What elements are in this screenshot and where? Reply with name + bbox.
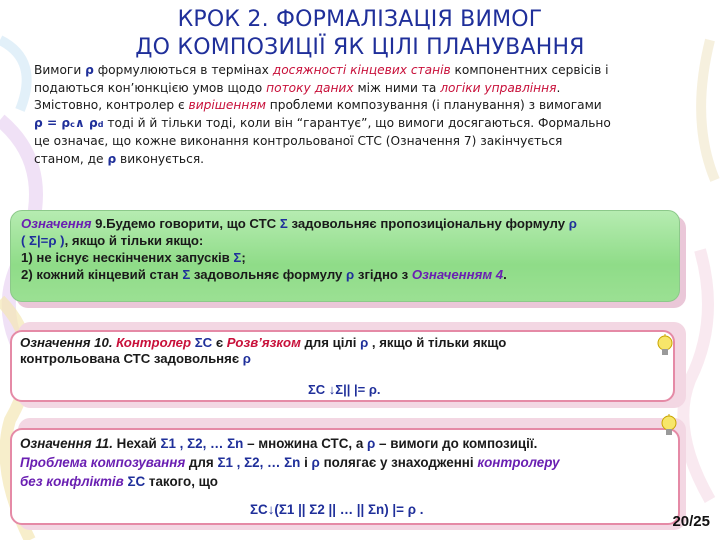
intro-text-segment: проблеми композування (і планування) з вимогами [265, 98, 602, 112]
intro-text-segment: Вимоги [34, 63, 86, 77]
title-line-1: КРОК 2. ФОРМАЛІЗАЦІЯ ВИМОГ [177, 7, 543, 32]
emphasis-reachability: досяжності кінцевих станів [272, 63, 451, 77]
title-line-2: ДО КОМПОЗИЦІЇ ЯК ЦІЛІ ПЛАНУВАННЯ [135, 35, 585, 60]
intro-text-segment: Змістовно, контролер є [34, 98, 189, 112]
definition-text: , якщо й тільки якщо [368, 335, 507, 350]
rho-symbol: ρ [107, 151, 117, 166]
definition-11-line-2 [20, 453, 670, 472]
definition-text: 9.Будемо говорити, що СТС [91, 216, 280, 231]
rho-symbol: ρ [346, 267, 355, 282]
definition-10-line-1 [20, 335, 665, 351]
subscript-d: d [97, 119, 104, 129]
definition-text: контрольована СТС задовольняє [20, 351, 243, 366]
subscript-c: c [70, 119, 75, 129]
definition-10-box [10, 330, 675, 402]
definition-text: – множина СТС, а [243, 436, 368, 451]
lightbulb-icon [656, 334, 674, 360]
definition-10-formula: ΣC ↓Σ|| |= ρ. [308, 382, 381, 397]
definition-text: 1) не існує нескінчених запусків [21, 250, 234, 265]
definition-text: задовольняє формулу [190, 267, 347, 282]
definition-10-line-2 [20, 351, 665, 367]
lightbulb-icon [660, 414, 678, 440]
slide-title [90, 6, 630, 62]
sigma-set: Σ1 , Σ2, … Σn [160, 436, 244, 451]
definition-9-item-1 [21, 249, 669, 266]
emphasis-data-flow: потоку даних [266, 80, 354, 95]
definition-text: такого, що [145, 474, 218, 489]
definition-reference: Означенням 4 [411, 267, 504, 282]
intro-text-segment: . [556, 80, 561, 95]
definition-9-box [10, 210, 680, 302]
rho-symbol: ρ [367, 436, 376, 451]
controller-term: контролеру [477, 455, 560, 470]
formula-rho: ρ = ρ [34, 115, 71, 130]
rho-symbol: ρ [85, 63, 94, 77]
definition-text: полягає у знаходженні [319, 455, 478, 470]
satisfaction-formula: ( Σ|=ρ ) [21, 233, 65, 248]
definition-label: Означення 10. [20, 335, 113, 350]
definition-text: задовольняє пропозиціональну формулу [287, 216, 569, 231]
formula-and: ∧ ρ [74, 115, 98, 130]
definition-11-line-1 [20, 434, 670, 453]
no-conflict-term: без конфліктів [20, 474, 124, 489]
intro-text [34, 62, 614, 168]
sigma-symbol: Σ [233, 250, 242, 265]
definition-11-line-3 [20, 472, 670, 491]
rho-symbol: ρ [568, 216, 577, 231]
intro-text-segment: формулюються в термінах [93, 63, 273, 77]
sigma-c-symbol: ΣC [127, 474, 146, 489]
rho-symbol: ρ [360, 335, 369, 350]
emphasis-control-logic: логіки управління [440, 80, 557, 95]
definition-11-box [10, 428, 680, 525]
definition-text: згідно з [354, 267, 412, 282]
rho-symbol: ρ [242, 351, 251, 366]
definition-text: – вимоги до композиції. [375, 436, 538, 451]
definition-text: і [300, 455, 312, 470]
definition-9-line-2 [21, 232, 669, 249]
definition-text: , якщо й тільки якщо: [64, 233, 204, 248]
definition-9-line-1 [21, 215, 669, 232]
definition-9-item-2 [21, 266, 669, 283]
composition-problem-term: Проблема композування [20, 455, 186, 470]
sigma-symbol: Σ [182, 267, 191, 282]
intro-text-segment: тоді й й тільки тоді, коли він “гарантує”, що вимоги досягаються. Формально це означає, що кожне виконання контрольованої СТС (Означення 7) закінчується станом, де [34, 115, 611, 166]
intro-text-segment: між ними та [353, 80, 441, 95]
definition-11-formula: ΣC↓(Σ1 || Σ2 || … || Σn) |= ρ . [250, 502, 424, 517]
emphasis-solution: вирішенням [188, 98, 266, 112]
definition-text: Нехай [112, 436, 161, 451]
rho-symbol: ρ [311, 455, 320, 470]
sigma-set: Σ1 , Σ2, … Σn [217, 455, 301, 470]
page-number: 20/25 [672, 513, 710, 530]
sigma-symbol: Σ [279, 216, 288, 231]
definition-text: 2) кожний кінцевий стан [21, 267, 183, 282]
intro-text-segment: виконується. [116, 151, 205, 166]
definition-label: Означення [21, 216, 92, 231]
definition-text: для [185, 455, 218, 470]
definition-label: Означення 11. [20, 436, 113, 451]
sigma-c-symbol: ΣC [194, 335, 213, 350]
definition-text: для цілі [300, 335, 361, 350]
intro-text-segment: компонентних сервісів і подаються кон’юнкцією умов щодо [34, 63, 609, 95]
definition-text: . [503, 267, 507, 282]
definition-text: є [212, 335, 227, 350]
definition-text: ; [241, 250, 246, 265]
solution-term: Розв’язком [226, 335, 301, 350]
controller-term: Контролер [116, 335, 192, 350]
